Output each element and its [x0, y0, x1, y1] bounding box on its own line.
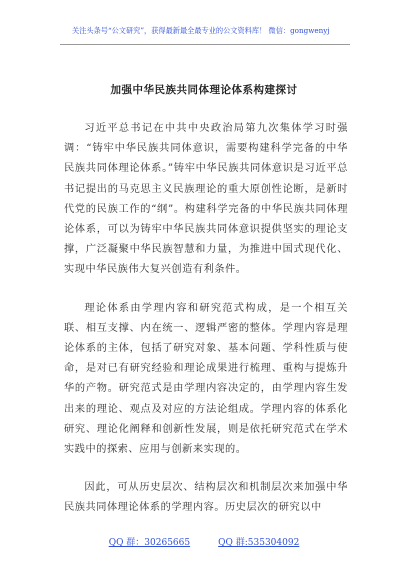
paragraph: 习近平总书记在中共中央政治局第九次集体学习时强调：“铸牢中华民族共同体意识，需要构建科学完备的中华民族共同体理论体系。”铸牢中华民族共同体意识是习近平总书记提出的马克思主义民族理论的重大原创性论断，是新时代党的民族工作的“纲”。构建科学完备的中华民族共同体理论体系，可以为铸牢中华民族共同体意识提供坚实的理论支撑，广泛凝聚中华民族智慧和力量，为推进中国式现代化、实现中华民族伟大复兴创造有利条件。 [64, 123, 348, 276]
footer-qq-group-2: QQ 群:535304092 [218, 538, 300, 548]
header-banner: 关注头条号“公文研究”，获得最新最全最专业的公文资料库！ 微信：gongwenyj [72, 26, 330, 35]
paragraph: 理论体系由学理内容和研究范式构成，是一个相互关联、相互支撑、内在统一、逻辑严密的整体。学理内容是理论体系的主体，包括了研究对象、基本问题、学科性质与使命，是对已有研究经验和理论成果进行梳理、重构与提炼升华的产物。研究范式是由学理内容决定的，由学理内容生发出来的理论、观点及对应的方法论组成。学理内容的体系化研究、理论化阐释和创新性发展，则是依托研究范式在学术实践中的探索、应用与创新来实现的。 [64, 302, 348, 456]
paragraph: 因此，可从历史层次、结构层次和机制层次来加强中华民族共同体理论体系的学理内容。历史层次的研究以中 [64, 482, 348, 514]
page-footer [0, 535, 408, 548]
header-divider [60, 44, 350, 45]
document-body [64, 119, 348, 537]
document-title: 加强中华民族共同体理论体系构建探讨 [110, 84, 298, 96]
footer-qq-group-1: QQ 群：30265665 [108, 538, 191, 548]
